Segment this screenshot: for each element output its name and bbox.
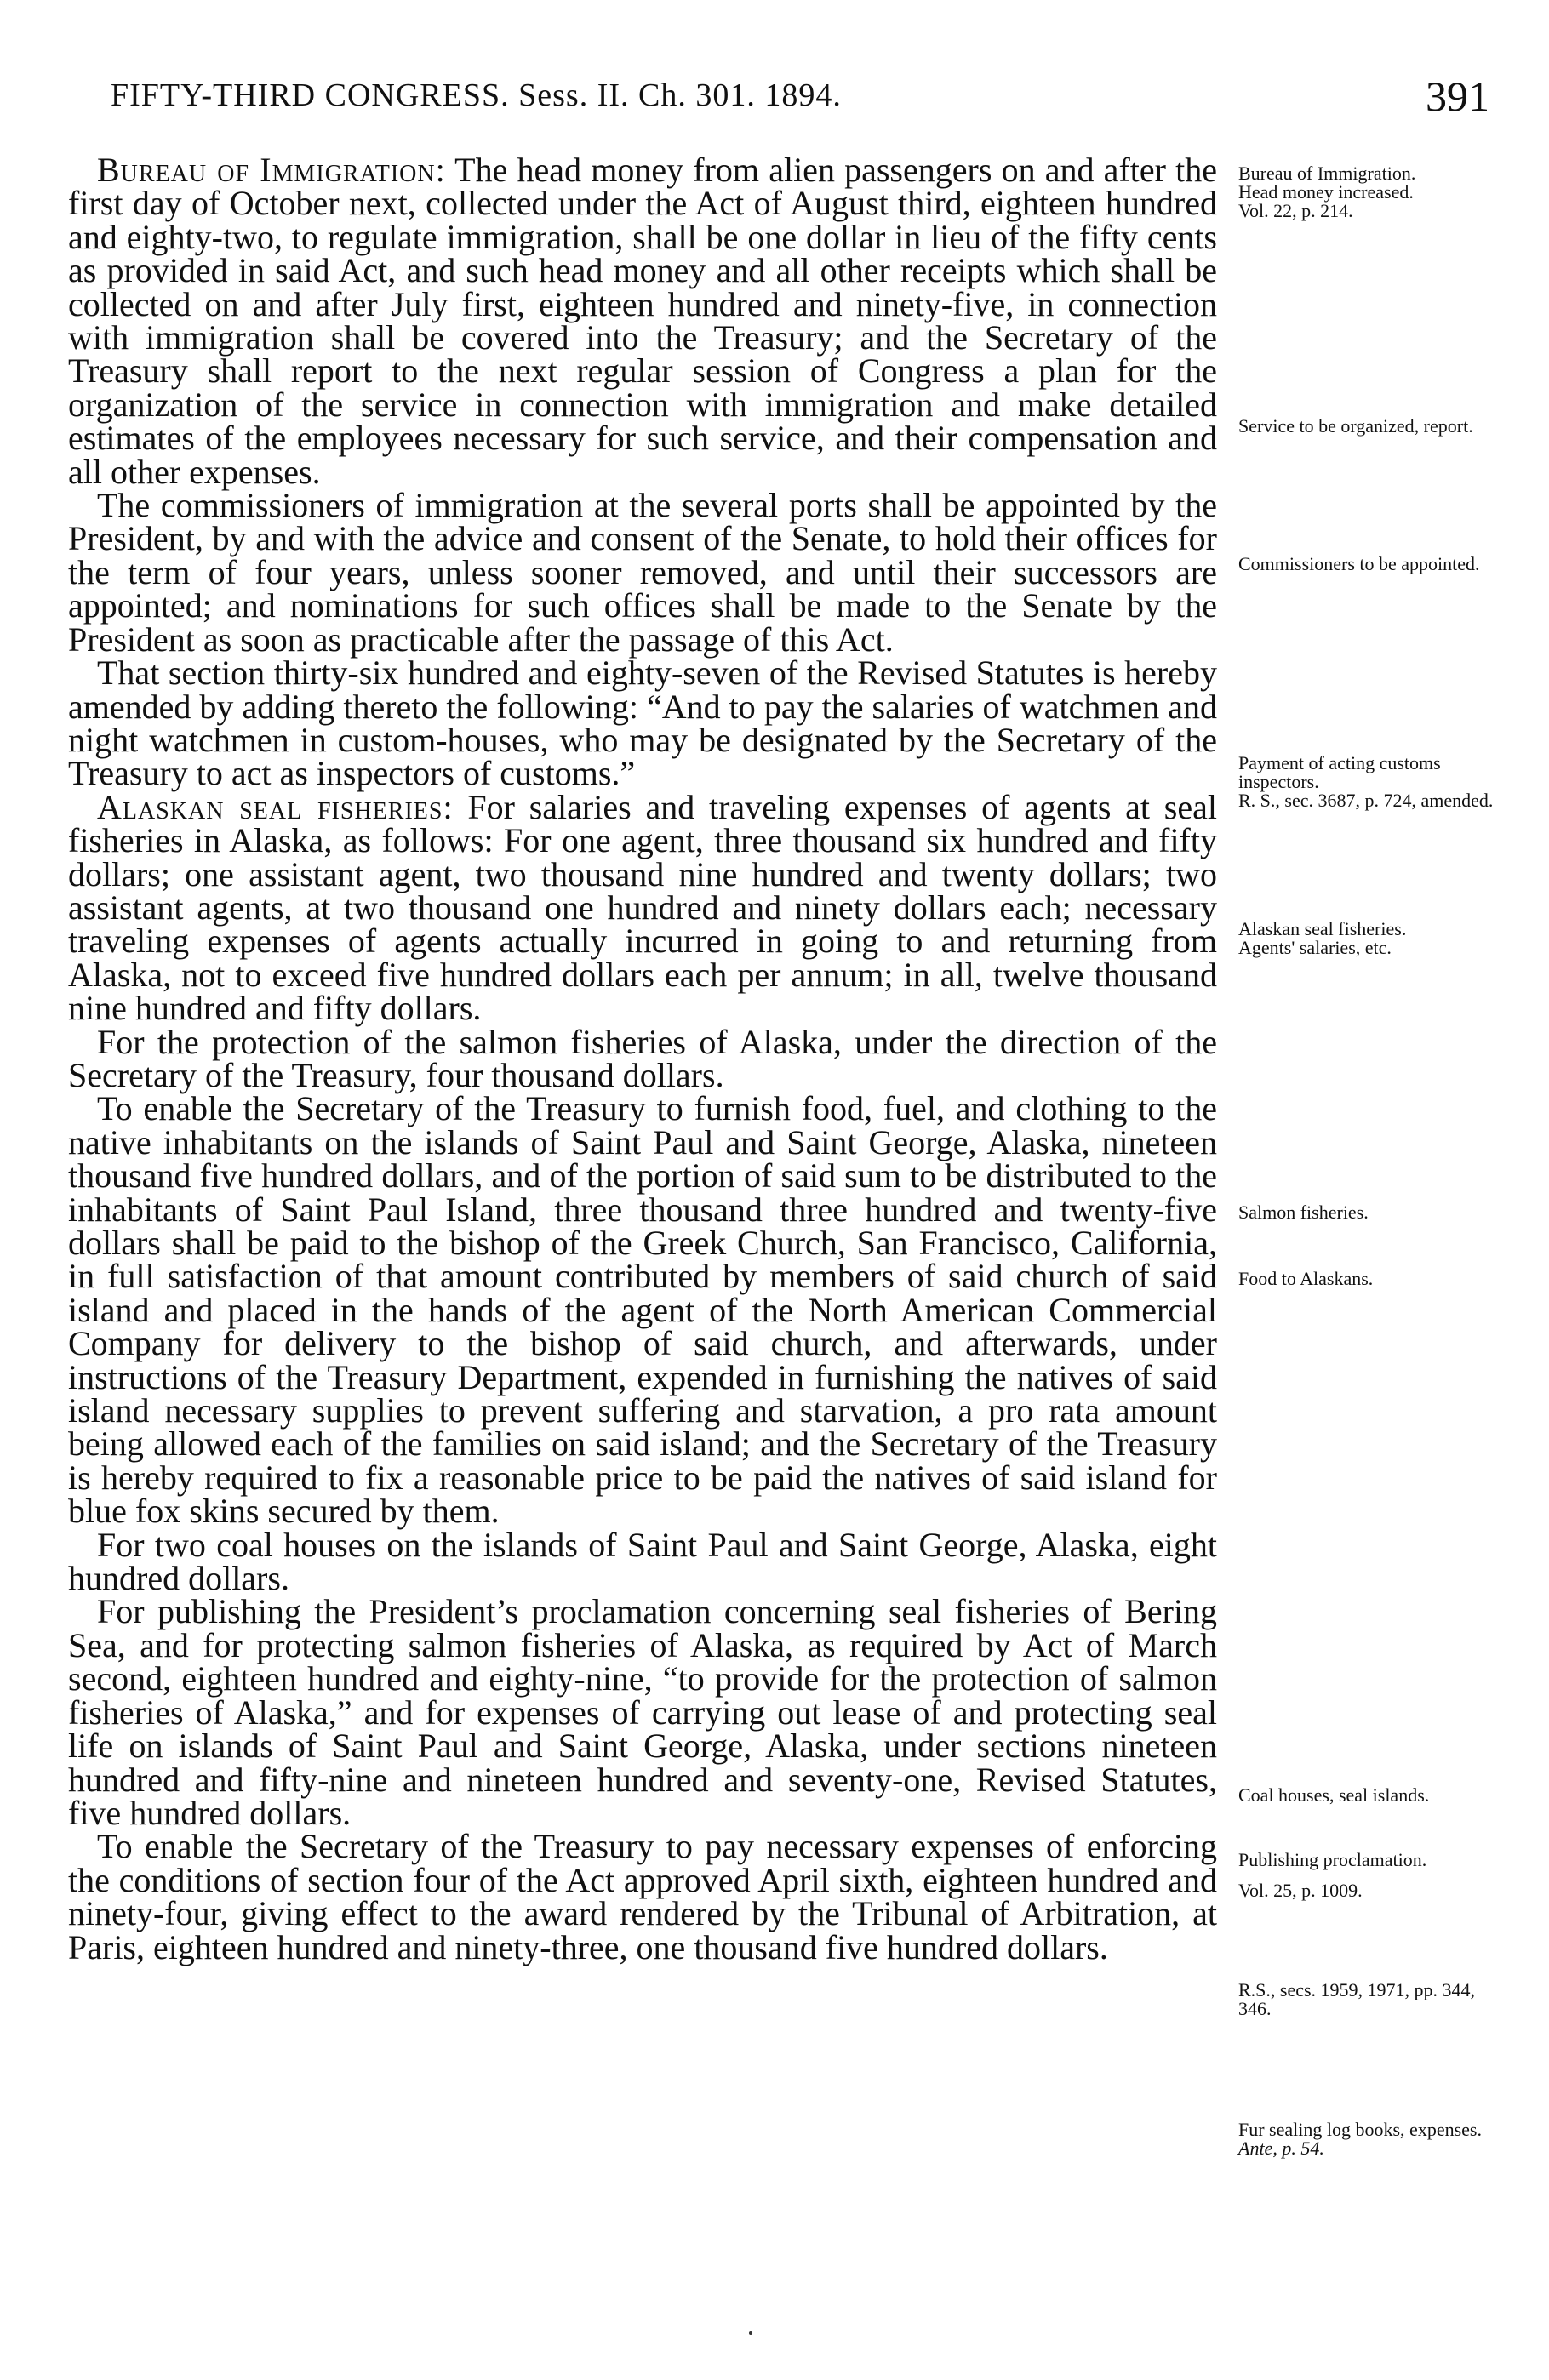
margin-note-main: Payment of acting customs inspectors.: [1238, 752, 1441, 792]
margin-note-main: Food to Alaskans.: [1238, 1268, 1374, 1289]
paragraph-food-to-alaskans: [68, 1089, 1217, 1531]
margin-note-alaskan-seal-fisheries: [1238, 920, 1502, 957]
margin-note-salmon-fisheries: [1238, 1203, 1502, 1222]
page-number: 391: [1426, 72, 1489, 120]
section-heading: Alaskan seal fisheries:: [97, 787, 454, 826]
paragraph-text: The head money from alien passengers on and after the first day of October next, collected under the Act of August third, eighteen hundred and eighty-two, to regulate immigration, shall be one dollar in lieu of the fifty cents as provided in said Act, and such head money and all other receipts which shall be collected on and after July first, eighteen hundred and ninety-five, in connection with immigration shall be covered into the Treasury; and the Secretary of the Treasury shall report to the next regular session of Congress a plan for the organization of the service in connection with immigration and make detailed estimates of the employees necessary for such service, and their compensation and all other expenses.: [68, 151, 1217, 491]
margin-note-bureau-of-immigration: [1238, 164, 1502, 220]
margin-note-main: Publishing proclamation.: [1238, 1849, 1427, 1870]
margin-note-main: Fur sealing log books, expenses.: [1238, 2119, 1482, 2140]
margin-note-acting-customs-inspectors: [1238, 754, 1502, 810]
paragraph-alaskan-seal-fisheries: [68, 787, 1217, 1028]
margin-note-main: Commissioners to be appointed.: [1238, 553, 1480, 574]
paragraph-publishing-proclamation: [68, 1592, 1217, 1832]
margin-note-sub: Head money increased.: [1238, 181, 1414, 203]
margin-note-citation: Vol. 22, p. 214.: [1238, 200, 1353, 221]
margin-note-fur-sealing: [1238, 2120, 1502, 2158]
section-heading: Bureau of Immigration:: [97, 151, 446, 189]
paragraph-salmon-fisheries: [68, 1022, 1217, 1094]
paragraph-text: For publishing the President’s proclamation concerning seal fisheries of Bering Sea, and for protecting salmon fisheries of Alaska, as required by Act of March second, eighteen hundred and eighty-nine, “to provide for the protection of salmon fisheries of Alaska,” and for expenses of carrying out lease of and protecting seal life on islands of Saint Paul and Saint George, Alaska, under sections nineteen hundred and fifty-nine and nineteen hundred and seventy-one, Revised Statutes, five hundred dollars.: [68, 1592, 1217, 1832]
margin-note-main: Coal houses, seal islands.: [1238, 1784, 1430, 1806]
running-title: FIFTY-THIRD CONGRESS. Sess. II. Ch. 301. 1894.: [111, 77, 842, 113]
margin-note-main: R.S., secs. 1959, 1971, pp. 344, 346.: [1238, 1979, 1476, 2019]
margin-note-main: Salmon fisheries.: [1238, 1201, 1369, 1223]
margin-note-main: Bureau of Immigration.: [1238, 163, 1416, 184]
margin-note-main: Service to be organized, report.: [1238, 415, 1473, 437]
paragraph-section-3687: [68, 654, 1217, 793]
margin-note-main: Alaskan seal fisheries.: [1238, 918, 1407, 939]
paragraph-text: For salaries and traveling expenses of agents at seal fisheries in Alaska, as follows: For one agent, three thousand six hundred and fifty dollars; one assistant agent, two thousand nine hundred and twenty dollars; two assistant agents, at two thousand one hundred and ninety dollars each; necessary traveling expenses of agents actually incurred in going to and returning from Alaska, not to exceed five hundred dollars each per annum; in all, twelve thousand nine hundred and fifty dollars.: [68, 787, 1217, 1028]
paragraph-coal-houses: [68, 1525, 1217, 1598]
paragraph-text: For two coal houses on the islands of Saint Paul and Saint George, Alaska, eight hundred dollars.: [68, 1525, 1217, 1598]
margin-note-coal-houses: [1238, 1786, 1502, 1805]
margin-note-citation: Ante, p. 54.: [1238, 2137, 1324, 2159]
paragraph-bureau-of-immigration: [68, 151, 1217, 491]
margin-note-food-to-alaskans: [1238, 1270, 1502, 1288]
paragraph-text: That section thirty-six hundred and eighty-seven of the Revised Statutes is hereby amended by adding thereto the following: “And to pay the salaries of watchmen and night watchmen in custom-houses, who may be designated by the Secretary of the Treasury to act as inspectors of customs.”: [68, 654, 1217, 793]
margin-note-commissioners: [1238, 555, 1502, 574]
paragraph-text: To enable the Secretary of the Treasury to pay necessary expenses of enforcing the conditions of section four of the Act approved April sixth, eighteen hundred and ninety-four, giving effect to the award rendered by the Tribunal of Arbitration, at Paris, eighteen hundred and ninety-three, one thousand five hundred dollars.: [68, 1827, 1217, 1966]
margin-note-sub: Agents' salaries, etc.: [1238, 937, 1392, 958]
paragraph-text: For the protection of the salmon fisheries of Alaska, under the direction of the Secretary of the Treasury, four thousand dollars.: [68, 1022, 1217, 1094]
margin-note-citation: Vol. 25, p. 1009.: [1238, 1880, 1363, 1901]
paragraph-text: The commissioners of immigration at the several ports shall be appointed by the President, by and with the advice and consent of the Senate, to hold their offices for the term of four years, unless sooner removed, and until their successors are appointed; and nominations for such offices shall be made to the Senate by the President as soon as practicable after the passage of this Act.: [68, 486, 1217, 659]
margin-note-service-organized: [1238, 417, 1502, 436]
paragraph-text: To enable the Secretary of the Treasury to furnish food, fuel, and clothing to the native inhabitants on the islands of Saint Paul and Saint George, Alaska, nineteen thousand five hundred dollars, and of the portion of said sum to be distributed to the inhabitants of Saint Paul Island, three thousand three hundred and twenty-five dollars shall be paid to the bishop of the Greek Church, San Francisco, California, in full satisfaction of that amount contributed by members of said church of said island and placed in the hands of the agent of the North American Commercial Company for delivery to the bishop of said church, and afterwards, under instructions of the Treasury Department, expended in furnishing the natives of said island necessary supplies to prevent suffering and starvation, a pro rata amount being allowed each of the families on said island; and the Secretary of the Treasury is hereby required to fix a reasonable price to be paid the natives of said island for blue fox skins secured by them.: [68, 1089, 1217, 1531]
print-mark: [749, 2331, 752, 2335]
page-header: [111, 72, 1489, 136]
paragraph-fur-sealing: [68, 1829, 1217, 1964]
main-text-column: [68, 153, 1217, 1964]
margin-note-citation: R. S., sec. 3687, p. 724, amended.: [1238, 790, 1494, 811]
margin-note-publishing-proclamation: [1238, 1851, 1502, 1900]
paragraph-commissioners: [68, 486, 1217, 659]
margin-note-revised-statutes: [1238, 1981, 1502, 2018]
